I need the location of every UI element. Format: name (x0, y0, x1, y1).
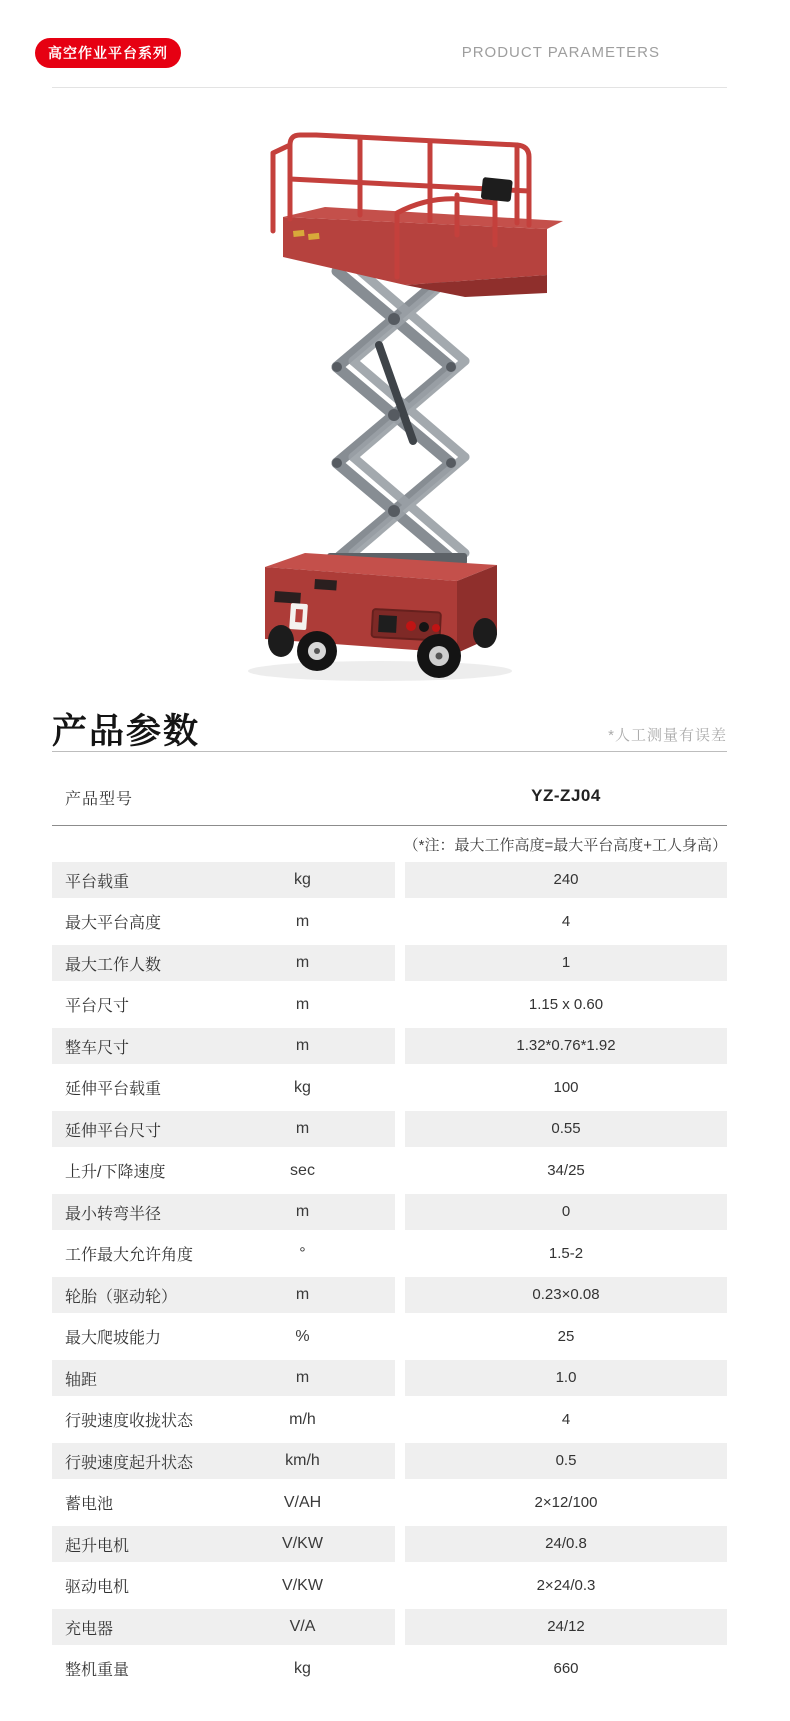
spec-value: 4 (561, 912, 571, 930)
spec-left-cell (52, 1070, 395, 1106)
spec-row (52, 1277, 727, 1313)
spec-left-cell (52, 1526, 395, 1562)
spec-value: 660 (553, 1659, 579, 1677)
spec-left-cell (52, 1194, 395, 1230)
spec-label: 整机重量 (65, 1662, 130, 1679)
spec-value: 2×12/100 (534, 1493, 598, 1511)
spec-label: 最小转弯半径 (65, 1205, 162, 1223)
spec-label: 整车尺寸 (65, 1039, 130, 1057)
page-title-en: PRODUCT PARAMETERS (461, 44, 660, 61)
spec-unit: m (295, 1369, 310, 1386)
spec-label: 蓄电池 (65, 1496, 114, 1513)
spec-left-cell (52, 987, 395, 1023)
spec-left-cell (52, 1028, 395, 1064)
table-note: （*注：最大工作高度=最大平台高度+工人身高） (403, 837, 727, 854)
spec-unit: V/KW (282, 1576, 323, 1594)
spec-value: 34/25 (547, 1161, 585, 1179)
spec-left-cell (52, 1360, 395, 1396)
spec-row (52, 1153, 727, 1189)
spec-value: 1.0 (405, 1360, 727, 1396)
spec-left-cell (52, 1485, 395, 1521)
spec-row (52, 1402, 727, 1438)
spec-value: 100 (553, 1078, 579, 1096)
spec-row (52, 1194, 727, 1230)
spec-unit: m (295, 995, 310, 1013)
spec-row (52, 904, 727, 940)
section-divider (52, 751, 727, 752)
spec-row (52, 1651, 727, 1687)
spec-label: 延伸平台尺寸 (65, 1122, 162, 1140)
section-title: 产品参数 (52, 712, 201, 751)
spec-table (52, 862, 727, 1692)
spec-unit: m (295, 1286, 310, 1303)
spec-value: 4 (561, 1410, 571, 1428)
spec-value: 0 (405, 1194, 727, 1230)
spec-value: 240 (405, 862, 727, 898)
spec-value: 2×24/0.3 (536, 1576, 596, 1594)
spec-row (52, 945, 727, 981)
spec-unit: m (295, 954, 310, 971)
spec-unit: kg (294, 1659, 311, 1677)
spec-left-cell (52, 945, 395, 981)
spec-left-cell (52, 1111, 395, 1147)
series-badge: 高空作业平台系列 (35, 38, 181, 68)
spec-label: 最大平台高度 (65, 915, 162, 932)
spec-row (52, 1319, 727, 1355)
spec-unit: V/KW (282, 1535, 323, 1552)
spec-row (52, 1568, 727, 1604)
spec-label: 轴距 (65, 1371, 98, 1389)
spec-left-cell (52, 1402, 395, 1438)
spec-unit: m/h (289, 1410, 316, 1428)
scissor-lift-image (165, 105, 585, 685)
spec-value: 1 (405, 945, 727, 981)
spec-label: 工作最大允许角度 (65, 1247, 194, 1264)
spec-unit: kg (294, 871, 311, 888)
spec-label: 驱动电机 (65, 1579, 130, 1596)
spec-row (52, 1236, 727, 1272)
model-value: YZ-ZJ04 (531, 786, 601, 805)
spec-row (52, 1111, 727, 1147)
spec-unit: km/h (285, 1452, 320, 1469)
spec-value: 0.5 (405, 1443, 727, 1479)
spec-label: 起升电机 (65, 1537, 130, 1555)
spec-unit: sec (290, 1161, 315, 1179)
spec-value: 1.32*0.76*1.92 (405, 1028, 727, 1064)
spec-left-cell (52, 1153, 395, 1189)
header-divider (52, 87, 727, 88)
spec-label: 轮胎（驱动轮） (65, 1288, 178, 1306)
spec-unit: V/A (289, 1618, 316, 1635)
spec-unit: m (295, 912, 310, 930)
spec-value: 25 (557, 1327, 575, 1345)
spec-value: 0.23×0.08 (405, 1277, 727, 1313)
scissor-lift-illustration (165, 105, 585, 685)
spec-value: 1.15 x 0.60 (528, 995, 604, 1013)
spec-row (52, 1485, 727, 1521)
spec-label: 最大爬坡能力 (65, 1330, 162, 1347)
spec-unit: m (295, 1203, 310, 1220)
spec-label: 上升/下降速度 (65, 1164, 166, 1181)
spec-unit: m (295, 1120, 310, 1137)
spec-row (52, 862, 727, 898)
spec-label: 行驶速度起升状态 (65, 1454, 194, 1472)
spec-label: 充电器 (65, 1620, 114, 1638)
spec-row (52, 987, 727, 1023)
spec-left-cell (52, 1609, 395, 1645)
spec-label: 最大工作人数 (65, 956, 162, 974)
spec-left-cell (52, 1443, 395, 1479)
spec-left-cell (52, 904, 395, 940)
spec-label: 延伸平台载重 (65, 1081, 162, 1098)
spec-label: 行驶速度收拢状态 (65, 1413, 194, 1430)
spec-label: 平台尺寸 (65, 998, 130, 1015)
spec-value: 24/12 (405, 1609, 727, 1645)
spec-left-cell (52, 1319, 395, 1355)
spec-left-cell (52, 1568, 395, 1604)
model-divider (52, 825, 727, 826)
spec-row (52, 1028, 727, 1064)
model-label: 产品型号 (65, 791, 134, 808)
spec-row (52, 1526, 727, 1562)
spec-row (52, 1609, 727, 1645)
spec-left-cell (52, 1236, 395, 1272)
spec-value: 24/0.8 (405, 1526, 727, 1562)
measurement-disclaimer: *人工测量有误差 (608, 727, 727, 744)
spec-value: 1.5-2 (548, 1244, 584, 1262)
spec-unit: ° (299, 1244, 306, 1262)
spec-row (52, 1070, 727, 1106)
spec-label: 平台载重 (65, 873, 130, 891)
spec-value: 0.55 (405, 1111, 727, 1147)
spec-left-cell (52, 1651, 395, 1687)
spec-unit: % (295, 1327, 310, 1345)
spec-unit: m (295, 1037, 310, 1054)
spec-row (52, 1360, 727, 1396)
spec-unit: V/AH (283, 1493, 322, 1511)
spec-row (52, 1443, 727, 1479)
spec-left-cell (52, 862, 395, 898)
spec-unit: kg (294, 1078, 311, 1096)
spec-left-cell (52, 1277, 395, 1313)
